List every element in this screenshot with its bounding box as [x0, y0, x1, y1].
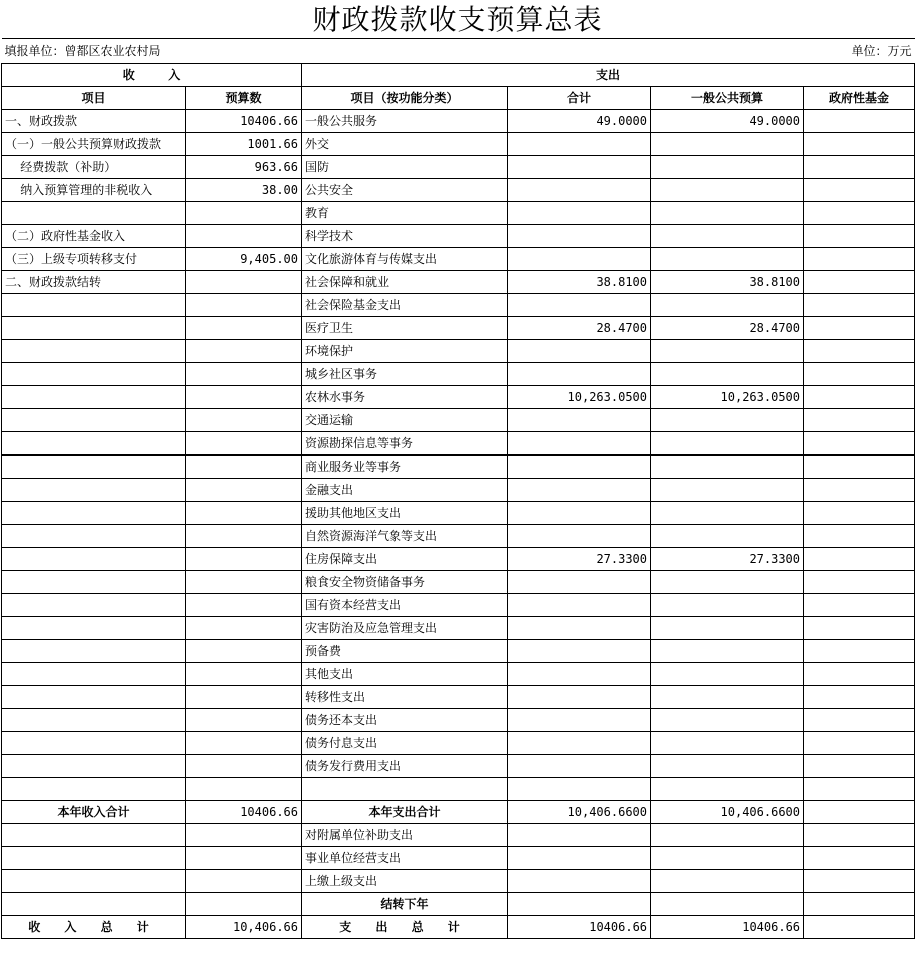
expense-total: [508, 225, 651, 248]
income-item: （二）政府性基金收入: [2, 225, 186, 248]
carry-over-total: [508, 893, 651, 916]
expense-fund: [804, 525, 915, 548]
expense-item: 一般公共服务: [302, 110, 508, 133]
income-amount: [186, 409, 302, 432]
expense-general: [651, 571, 804, 594]
table-row: [2, 548, 915, 571]
info-row: [2, 39, 915, 64]
col-header-general: 一般公共预算: [651, 87, 804, 110]
income-amount: [186, 294, 302, 317]
table-row: [2, 479, 915, 502]
table-row: [2, 248, 915, 271]
income-amount: [186, 709, 302, 732]
income-amount: [186, 317, 302, 340]
table-row: [2, 594, 915, 617]
expense-fund: [804, 133, 915, 156]
expense-fund: [804, 617, 915, 640]
expense-total: [508, 455, 651, 479]
expense-general: [651, 732, 804, 755]
expense-general: [651, 663, 804, 686]
expense-general: [651, 594, 804, 617]
income-amount: [186, 502, 302, 525]
expense-item: 医疗卫生: [302, 317, 508, 340]
expense-item: 其他支出: [302, 663, 508, 686]
year-expense-total: 10,406.6600: [508, 801, 651, 824]
table-row: [2, 732, 915, 755]
expense-item: 环境保护: [302, 340, 508, 363]
expense-general: [651, 248, 804, 271]
col-header-total: 合计: [508, 87, 651, 110]
expense-fund: [804, 824, 915, 847]
income-item: [2, 525, 186, 548]
grand-expense-total: 10406.66: [508, 916, 651, 939]
expense-total: [508, 617, 651, 640]
expense-total: [508, 824, 651, 847]
col-header-item: 项目: [2, 87, 186, 110]
expense-fund: [804, 294, 915, 317]
income-amount: [186, 571, 302, 594]
year-totals-row: [2, 801, 915, 824]
expense-item: 交通运输: [302, 409, 508, 432]
expense-fund: [804, 686, 915, 709]
col-header-budget: 预算数: [186, 87, 302, 110]
table-row: [2, 432, 915, 456]
expense-fund: [804, 340, 915, 363]
expense-item: 债务发行费用支出: [302, 755, 508, 778]
income-item: [2, 571, 186, 594]
income-item: [2, 317, 186, 340]
expense-fund: [804, 225, 915, 248]
expense-general: [651, 686, 804, 709]
income-item: [2, 617, 186, 640]
expense-total: [508, 686, 651, 709]
income-amount: [186, 640, 302, 663]
expense-fund: [804, 156, 915, 179]
expense-total: [508, 479, 651, 502]
expense-general: [651, 340, 804, 363]
income-amount: [186, 824, 302, 847]
expense-general: [651, 847, 804, 870]
expense-item: 科学技术: [302, 225, 508, 248]
income-item: [2, 363, 186, 386]
table-row: [2, 271, 915, 294]
table-row: [2, 847, 915, 870]
expense-item: 社会保障和就业: [302, 271, 508, 294]
income-item: [2, 640, 186, 663]
year-expense-total-label: 本年支出合计: [302, 801, 508, 824]
expense-fund: [804, 663, 915, 686]
expense-general: [651, 479, 804, 502]
table-row: [2, 778, 915, 801]
expense-item: 预备费: [302, 640, 508, 663]
income-amount: [186, 732, 302, 755]
expense-fund: [804, 755, 915, 778]
expense-item: 城乡社区事务: [302, 363, 508, 386]
expense-total: [508, 133, 651, 156]
table-row: [2, 386, 915, 409]
year-income-total-label: 本年收入合计: [2, 801, 186, 824]
income-item: [2, 432, 186, 456]
expense-fund: [804, 571, 915, 594]
income-amount: [186, 479, 302, 502]
expense-general: [651, 179, 804, 202]
table-row: [2, 363, 915, 386]
income-amount: [186, 548, 302, 571]
income-amount: [186, 686, 302, 709]
expense-total: 10,263.0500: [508, 386, 651, 409]
income-amount: [186, 363, 302, 386]
table-row: [2, 340, 915, 363]
income-item: （一）一般公共预算财政拨款: [2, 133, 186, 156]
carry-over-label: 结转下年: [302, 893, 508, 916]
expense-total: [508, 640, 651, 663]
income-item: [2, 294, 186, 317]
year-expense-fund: [804, 801, 915, 824]
page-title: 财政拨款收支预算总表: [312, 3, 603, 36]
income-item: [2, 709, 186, 732]
expense-total: [508, 663, 651, 686]
expense-fund: [804, 432, 915, 456]
income-item: [2, 548, 186, 571]
expense-total: [508, 778, 651, 801]
expense-fund: [804, 548, 915, 571]
income-item: [2, 340, 186, 363]
income-amount: 10406.66: [186, 110, 302, 133]
carry-over-fund: [804, 893, 915, 916]
expense-total: 27.3300: [508, 548, 651, 571]
budget-table: [1, 38, 915, 939]
expense-fund: [804, 594, 915, 617]
expense-item: 外交: [302, 133, 508, 156]
expense-item: 社会保险基金支出: [302, 294, 508, 317]
income-amount: [186, 778, 302, 801]
expense-total: [508, 870, 651, 893]
income-item: [2, 202, 186, 225]
expense-fund: [804, 386, 915, 409]
expense-fund: [804, 248, 915, 271]
expense-general: [651, 778, 804, 801]
col-header-func-item: 项目（按功能分类）: [302, 87, 508, 110]
expense-total: [508, 525, 651, 548]
carry-over-general: [651, 893, 804, 916]
expense-total: [508, 202, 651, 225]
income-item: [2, 755, 186, 778]
expense-general: [651, 133, 804, 156]
income-amount: 38.00: [186, 179, 302, 202]
expense-fund: [804, 110, 915, 133]
expense-total: [508, 432, 651, 456]
income-item: [2, 455, 186, 479]
income-item: [2, 686, 186, 709]
expense-general: [651, 363, 804, 386]
expense-general: [651, 409, 804, 432]
income-amount: [186, 594, 302, 617]
income-item: [2, 870, 186, 893]
expense-general: [651, 502, 804, 525]
expense-total: 28.4700: [508, 317, 651, 340]
expense-general: 10,263.0500: [651, 386, 804, 409]
income-item: [2, 824, 186, 847]
income-amount: 1001.66: [186, 133, 302, 156]
grand-expense-fund: [804, 916, 915, 939]
expense-total: [508, 409, 651, 432]
income-amount: [186, 617, 302, 640]
table-row: [2, 179, 915, 202]
expense-general: [651, 294, 804, 317]
income-header: 收 入: [2, 64, 302, 87]
expense-general: [651, 432, 804, 456]
income-amount: [186, 432, 302, 456]
table-row: [2, 870, 915, 893]
expense-general: [651, 824, 804, 847]
carry-over-blank-2: [186, 893, 302, 916]
year-income-total-amount: 10406.66: [186, 801, 302, 824]
expense-fund: [804, 317, 915, 340]
expense-fund: [804, 870, 915, 893]
carry-over-row: [2, 893, 915, 916]
expense-total: [508, 156, 651, 179]
income-amount: [186, 755, 302, 778]
table-row: [2, 133, 915, 156]
expense-item: 自然资源海洋气象等支出: [302, 525, 508, 548]
expense-total: [508, 340, 651, 363]
expense-item: 金融支出: [302, 479, 508, 502]
carry-over-blank-1: [2, 893, 186, 916]
expense-fund: [804, 409, 915, 432]
expense-fund: [804, 640, 915, 663]
expense-total: [508, 248, 651, 271]
expense-general: 49.0000: [651, 110, 804, 133]
expense-header: 支出: [302, 64, 915, 87]
expense-item: 债务付息支出: [302, 732, 508, 755]
table-row: [2, 709, 915, 732]
table-row: [2, 317, 915, 340]
expense-fund: [804, 179, 915, 202]
income-item: [2, 778, 186, 801]
expense-item: 农林水事务: [302, 386, 508, 409]
table-row: [2, 294, 915, 317]
expense-general: [651, 525, 804, 548]
income-item: [2, 847, 186, 870]
income-item: 二、财政拨款结转: [2, 271, 186, 294]
expense-item: 住房保障支出: [302, 548, 508, 571]
expense-item: 公共安全: [302, 179, 508, 202]
income-item: [2, 502, 186, 525]
table-row: [2, 824, 915, 847]
income-amount: [186, 525, 302, 548]
reporting-unit: 填报单位：曾都区农业农村局: [2, 39, 508, 64]
expense-fund: [804, 363, 915, 386]
expense-item: 教育: [302, 202, 508, 225]
expense-total: 38.8100: [508, 271, 651, 294]
expense-item: 债务还本支出: [302, 709, 508, 732]
table-row: [2, 755, 915, 778]
income-amount: [186, 225, 302, 248]
expense-fund: [804, 502, 915, 525]
grand-expense-total-label: 支 出 总 计: [302, 916, 508, 939]
expense-general: 27.3300: [651, 548, 804, 571]
expense-total: [508, 732, 651, 755]
expense-total: [508, 594, 651, 617]
expense-general: [651, 617, 804, 640]
expense-fund: [804, 455, 915, 479]
expense-general: [651, 640, 804, 663]
income-amount: [186, 202, 302, 225]
section-header-row: [2, 64, 915, 87]
expense-item: 国防: [302, 156, 508, 179]
income-amount: [186, 870, 302, 893]
income-item: 纳入预算管理的非税收入: [2, 179, 186, 202]
year-expense-general: 10,406.6600: [651, 801, 804, 824]
income-item: [2, 479, 186, 502]
expense-item: 国有资本经营支出: [302, 594, 508, 617]
column-header-row: [2, 87, 915, 110]
expense-fund: [804, 202, 915, 225]
table-row: [2, 617, 915, 640]
income-item: 一、财政拨款: [2, 110, 186, 133]
expense-general: 38.8100: [651, 271, 804, 294]
expense-total: [508, 847, 651, 870]
income-item: [2, 409, 186, 432]
expense-item: 商业服务业等事务: [302, 455, 508, 479]
income-amount: 963.66: [186, 156, 302, 179]
expense-general: [651, 202, 804, 225]
table-row: [2, 686, 915, 709]
expense-item: 上缴上级支出: [302, 870, 508, 893]
income-amount: [186, 455, 302, 479]
expense-item: [302, 778, 508, 801]
expense-item: 事业单位经营支出: [302, 847, 508, 870]
expense-general: [651, 156, 804, 179]
expense-fund: [804, 778, 915, 801]
income-item: （三）上级专项转移支付: [2, 248, 186, 271]
income-amount: [186, 847, 302, 870]
table-row: [2, 409, 915, 432]
income-item: [2, 732, 186, 755]
expense-total: [508, 294, 651, 317]
expense-general: [651, 709, 804, 732]
expense-general: 28.4700: [651, 317, 804, 340]
expense-total: [508, 179, 651, 202]
expense-item: 转移性支出: [302, 686, 508, 709]
expense-fund: [804, 479, 915, 502]
expense-item: 援助其他地区支出: [302, 502, 508, 525]
expense-total: [508, 709, 651, 732]
expense-item: 文化旅游体育与传媒支出: [302, 248, 508, 271]
income-amount: 9,405.00: [186, 248, 302, 271]
table-row: [2, 156, 915, 179]
expense-total: [508, 755, 651, 778]
grand-income-total-amount: 10,406.66: [186, 916, 302, 939]
income-amount: [186, 340, 302, 363]
table-row: [2, 640, 915, 663]
income-amount: [186, 386, 302, 409]
table-row: [2, 525, 915, 548]
expense-general: [651, 755, 804, 778]
expense-item: 粮食安全物资储备事务: [302, 571, 508, 594]
table-row: [2, 202, 915, 225]
expense-item: 灾害防治及应急管理支出: [302, 617, 508, 640]
expense-total: 49.0000: [508, 110, 651, 133]
table-row: [2, 663, 915, 686]
expense-general: [651, 455, 804, 479]
expense-general: [651, 870, 804, 893]
income-amount: [186, 271, 302, 294]
expense-fund: [804, 271, 915, 294]
expense-total: [508, 363, 651, 386]
expense-general: [651, 225, 804, 248]
currency-unit: 单位：万元: [508, 39, 915, 64]
expense-fund: [804, 709, 915, 732]
income-item: 经费拨款（补助）: [2, 156, 186, 179]
table-row: [2, 571, 915, 594]
table-row: [2, 225, 915, 248]
income-amount: [186, 663, 302, 686]
expense-fund: [804, 732, 915, 755]
table-row: [2, 455, 915, 479]
table-row: [2, 110, 915, 133]
expense-item: 资源勘探信息等事务: [302, 432, 508, 456]
expense-item: 对附属单位补助支出: [302, 824, 508, 847]
table-row: [2, 502, 915, 525]
income-item: [2, 663, 186, 686]
expense-total: [508, 502, 651, 525]
grand-totals-row: [2, 916, 915, 939]
grand-income-total-label: 收 入 总 计: [2, 916, 186, 939]
expense-fund: [804, 847, 915, 870]
income-item: [2, 386, 186, 409]
grand-expense-general: 10406.66: [651, 916, 804, 939]
expense-total: [508, 571, 651, 594]
col-header-fund: 政府性基金: [804, 87, 915, 110]
income-item: [2, 594, 186, 617]
